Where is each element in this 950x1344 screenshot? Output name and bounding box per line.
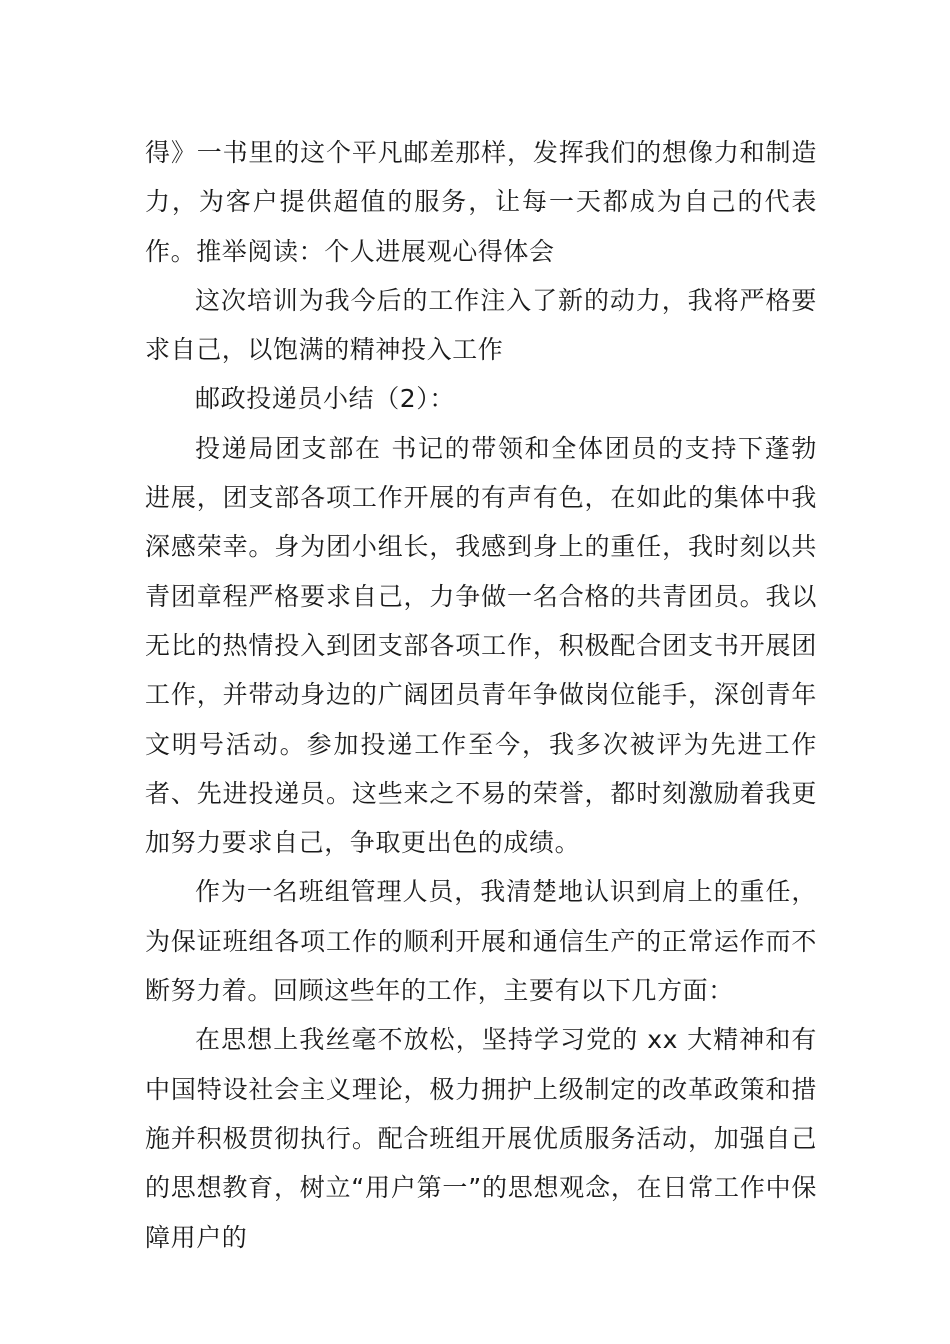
paragraph-ideology: 在思想上我丝毫不放松，坚持学习党的 xx 大精神和有中国特设社会主义理论，极力拥护上级制定的改革政策和措施并积极贯彻执行。配合班组开展优质服务活动，加强自己的思想教育，树立“用户第一”的思想观念，在日常工作中保障用户的	[145, 1025, 817, 1252]
paragraph-youth-league: 投递局团支部在 书记的带领和全体团员的支持下蓬勃进展，团支部各项工作开展的有声有色，在如此的集体中我深感荣幸。身为团小组长，我感到身上的重任，我时刻以共青团章程严格要求自己，力争做一名合格的共青团员。我以无比的热情投入到团支部各项工作，积极配合团支书开展团工作，并带动身边的广阔团员青年争做岗位能手，深创青年文明号活动。参加投递工作至今，我多次被评为先进工作者、先进投递员。这些来之不易的荣誉，都时刻激励着我更加努力要求自己，争取更出色的成绩。	[145, 433, 817, 858]
section-heading-summary-2: 邮政投递员小结（2）：	[195, 384, 456, 414]
paragraph-team-management: 作为一名班组管理人员，我清楚地认识到肩上的重任，为保证班组各项工作的顺利开展和通信生产的正常运作而不断努力着。回顾这些年的工作，主要有以下几方面：	[145, 877, 817, 1006]
paragraph-continuation: 得》一书里的这个平凡邮差那样，发挥我们的想像力和制造力，为客户提供超值的服务，让每一天都成为自己的代表作。推举阅读：个人进展观心得体会	[145, 138, 817, 266]
document-body	[145, 128, 817, 1262]
paragraph-training-reflection: 这次培训为我今后的工作注入了新的动力，我将严格要求自己，以饱满的精神投入工作	[145, 285, 817, 365]
